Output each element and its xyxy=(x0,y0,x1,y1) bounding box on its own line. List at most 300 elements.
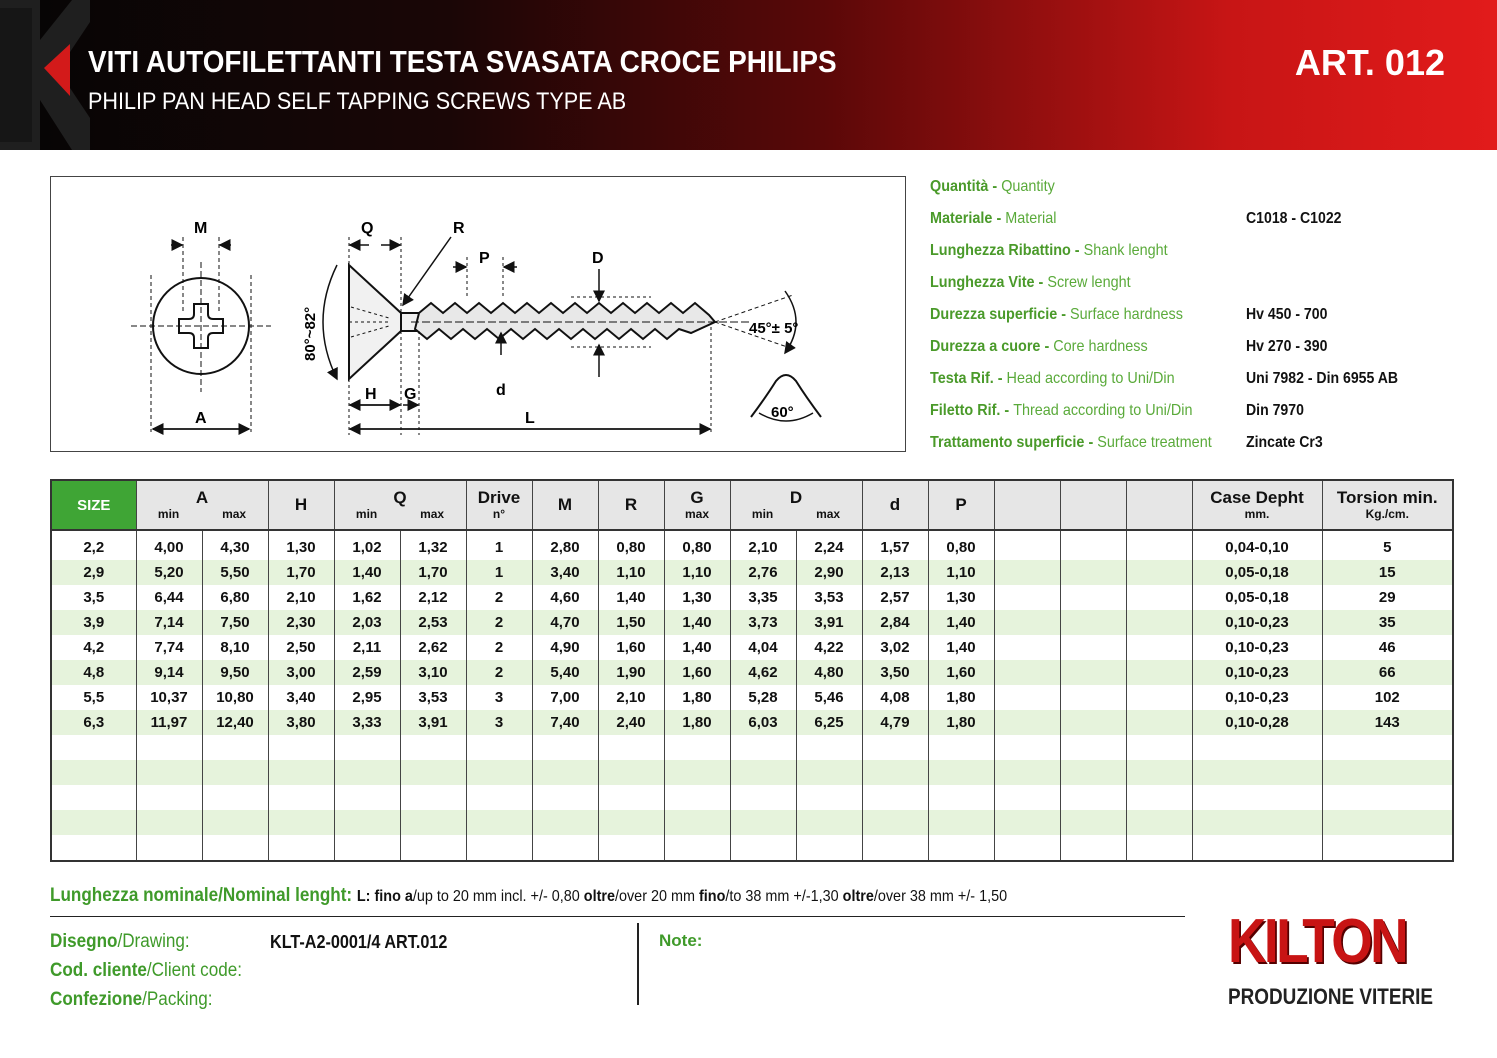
kilton-k-logo-icon xyxy=(0,0,90,150)
table-cell: 2,30 xyxy=(268,610,334,635)
table-cell xyxy=(1060,760,1126,785)
table-cell xyxy=(730,810,796,835)
col-empty-3 xyxy=(1126,480,1192,530)
col-A: A min max xyxy=(136,480,268,530)
table-cell: 2,10 xyxy=(268,585,334,610)
table-cell: 9,50 xyxy=(202,660,268,685)
table-row xyxy=(51,585,1453,610)
property-label: Quantità - Quantity xyxy=(930,178,1055,195)
table-cell: 15 xyxy=(1322,560,1453,585)
table-cell xyxy=(136,810,202,835)
table-cell xyxy=(268,785,334,810)
table-cell xyxy=(1322,760,1453,785)
table-cell xyxy=(598,785,664,810)
table-cell xyxy=(532,735,598,760)
table-cell xyxy=(1060,635,1126,660)
table-cell xyxy=(1192,810,1322,835)
col-H: H xyxy=(268,480,334,530)
divider-horizontal xyxy=(50,916,1185,917)
table-cell xyxy=(1126,660,1192,685)
table-row xyxy=(51,810,1453,835)
table-cell: 102 xyxy=(1322,685,1453,710)
table-cell xyxy=(994,810,1060,835)
table-cell xyxy=(598,735,664,760)
table-cell xyxy=(928,835,994,861)
table-cell xyxy=(1192,760,1322,785)
property-row xyxy=(930,402,1470,434)
property-label: Durezza a cuore - Core hardness xyxy=(930,338,1148,355)
page-subtitle: PHILIP PAN HEAD SELF TAPPING SCREWS TYPE AB xyxy=(88,88,627,115)
table-cell xyxy=(664,785,730,810)
table-row xyxy=(51,760,1453,785)
col-torsion: Torsion min. Kg./cm. xyxy=(1322,480,1453,530)
table-row xyxy=(51,560,1453,585)
table-cell: 10,37 xyxy=(136,685,202,710)
table-cell xyxy=(730,735,796,760)
table-cell xyxy=(994,635,1060,660)
label-R: R xyxy=(453,220,465,237)
table-cell: 2,50 xyxy=(268,635,334,660)
table-cell xyxy=(1060,560,1126,585)
table-cell xyxy=(598,835,664,861)
table-cell: 4,79 xyxy=(862,710,928,735)
table-cell: 4,60 xyxy=(532,585,598,610)
table-cell: 0,10-0,28 xyxy=(1192,710,1322,735)
table-cell xyxy=(994,585,1060,610)
label-d: d xyxy=(496,382,506,399)
table-cell: 4,2 xyxy=(51,635,136,660)
table-cell xyxy=(1126,810,1192,835)
table-cell xyxy=(1060,710,1126,735)
table-cell xyxy=(400,835,466,861)
table-cell: 12,40 xyxy=(202,710,268,735)
screw-side-view xyxy=(302,220,821,435)
col-drive: Drive n° xyxy=(466,480,532,530)
table-cell xyxy=(136,735,202,760)
table-cell: 1,70 xyxy=(400,560,466,585)
table-cell: 6,3 xyxy=(51,710,136,735)
table-cell: 0,10-0,23 xyxy=(1192,660,1322,685)
table-cell xyxy=(400,760,466,785)
table-cell: 1,80 xyxy=(664,685,730,710)
technical-drawing xyxy=(50,176,906,452)
table-cell xyxy=(862,760,928,785)
table-cell xyxy=(994,735,1060,760)
table-cell xyxy=(532,760,598,785)
table-cell xyxy=(928,810,994,835)
property-row xyxy=(930,178,1470,210)
table-cell: 1,10 xyxy=(928,560,994,585)
table-cell: 1,30 xyxy=(268,530,334,560)
table-cell: 2,59 xyxy=(334,660,400,685)
property-row xyxy=(930,274,1470,306)
table-cell: 1,10 xyxy=(598,560,664,585)
property-label: Trattamento superficie - Surface treatment xyxy=(930,434,1212,451)
table-cell: 3,10 xyxy=(400,660,466,685)
table-cell xyxy=(1060,785,1126,810)
table-cell: 3,9 xyxy=(51,610,136,635)
table-cell xyxy=(796,735,862,760)
table-cell xyxy=(664,835,730,861)
table-row xyxy=(51,530,1453,560)
table-cell xyxy=(994,835,1060,861)
table-cell: 2,10 xyxy=(598,685,664,710)
table-cell xyxy=(1126,685,1192,710)
table-cell xyxy=(796,835,862,861)
brand-name: KILTON xyxy=(1228,907,1407,976)
table-cell: 1 xyxy=(466,530,532,560)
table-cell xyxy=(136,835,202,861)
table-cell xyxy=(268,760,334,785)
table-cell: 1,40 xyxy=(928,610,994,635)
col-empty-1 xyxy=(994,480,1060,530)
table-cell xyxy=(994,710,1060,735)
table-cell xyxy=(1322,835,1453,861)
table-cell xyxy=(598,810,664,835)
table-cell: 3,02 xyxy=(862,635,928,660)
table-cell: 4,04 xyxy=(730,635,796,660)
drawing-label: Disegno/Drawing: xyxy=(50,931,190,952)
table-cell xyxy=(862,835,928,861)
table-cell xyxy=(1060,810,1126,835)
table-cell: 1,60 xyxy=(598,635,664,660)
label-angle-thread: 60° xyxy=(771,404,794,421)
table-cell: 1,10 xyxy=(664,560,730,585)
table-cell: 2,13 xyxy=(862,560,928,585)
property-row xyxy=(930,242,1470,274)
table-cell: 0,05-0,18 xyxy=(1192,560,1322,585)
table-cell xyxy=(1126,610,1192,635)
table-cell: 3,5 xyxy=(51,585,136,610)
table-cell xyxy=(1322,785,1453,810)
col-d: d xyxy=(862,480,928,530)
table-cell: 2 xyxy=(466,635,532,660)
table-cell: 3,33 xyxy=(334,710,400,735)
table-cell: 1,62 xyxy=(334,585,400,610)
property-row xyxy=(930,210,1470,242)
table-cell xyxy=(400,735,466,760)
table-cell: 2,40 xyxy=(598,710,664,735)
table-cell xyxy=(796,760,862,785)
table-cell xyxy=(400,810,466,835)
table-cell: 5,20 xyxy=(136,560,202,585)
col-size: SIZE xyxy=(51,480,136,530)
article-number: ART. 012 xyxy=(1294,42,1445,83)
table-cell xyxy=(994,610,1060,635)
table-cell xyxy=(466,835,532,861)
table-cell: 29 xyxy=(1322,585,1453,610)
table-cell: 3,91 xyxy=(400,710,466,735)
table-cell: 3,80 xyxy=(268,710,334,735)
col-case-depth: Case Depht mm. xyxy=(1192,480,1322,530)
col-P: P xyxy=(928,480,994,530)
table-cell: 3,40 xyxy=(532,560,598,585)
table-cell: 1,80 xyxy=(928,685,994,710)
table-cell: 1,60 xyxy=(928,660,994,685)
note-label: Note: xyxy=(659,931,703,950)
table-cell xyxy=(1126,585,1192,610)
table-cell: 2,84 xyxy=(862,610,928,635)
table-cell xyxy=(664,735,730,760)
table-cell xyxy=(334,835,400,861)
kilton-brand-logo xyxy=(1228,906,1448,1012)
table-cell: 2,2 xyxy=(51,530,136,560)
property-value: C1018 - C1022 xyxy=(1246,210,1342,227)
table-cell: 0,80 xyxy=(598,530,664,560)
table-cell: 2,10 xyxy=(730,530,796,560)
table-cell: 2,53 xyxy=(400,610,466,635)
property-label: Testa Rif. - Head according to Uni/Din xyxy=(930,370,1175,387)
property-label: Lunghezza Vite - Screw lenght xyxy=(930,274,1131,291)
nominal-length-note: Lunghezza nominale/Nominal lenght: L: fino a/up to 20 mm incl. +/- 0,80 oltre/over 20 mm fino/to 38 mm +/-1,30 oltre/over 38 mm +/- 1,50 xyxy=(50,885,1008,906)
table-cell: 1,30 xyxy=(664,585,730,610)
table-cell: 6,44 xyxy=(136,585,202,610)
table-cell xyxy=(1126,835,1192,861)
table-cell: 1,40 xyxy=(334,560,400,585)
table-cell: 7,40 xyxy=(532,710,598,735)
table-cell: 2,03 xyxy=(334,610,400,635)
table-cell: 3,50 xyxy=(862,660,928,685)
table-cell xyxy=(1322,810,1453,835)
property-value: Hv 450 - 700 xyxy=(1246,306,1328,323)
table-cell: 3,91 xyxy=(796,610,862,635)
table-cell: 3,53 xyxy=(796,585,862,610)
table-cell xyxy=(334,760,400,785)
table-cell: 1,57 xyxy=(862,530,928,560)
table-cell xyxy=(334,785,400,810)
table-cell: 5,46 xyxy=(796,685,862,710)
table-cell xyxy=(994,760,1060,785)
table-cell: 5,5 xyxy=(51,685,136,710)
table-cell xyxy=(1126,560,1192,585)
table-cell xyxy=(51,785,136,810)
table-cell: 1,32 xyxy=(400,530,466,560)
table-cell: 1,50 xyxy=(598,610,664,635)
table-cell: 2,11 xyxy=(334,635,400,660)
label-angle-head: 80°~82° xyxy=(302,306,319,361)
table-cell: 6,80 xyxy=(202,585,268,610)
table-cell: 1,60 xyxy=(664,660,730,685)
table-cell xyxy=(994,660,1060,685)
table-row xyxy=(51,710,1453,735)
table-cell xyxy=(994,560,1060,585)
table-cell: 4,00 xyxy=(136,530,202,560)
table-cell xyxy=(202,735,268,760)
table-cell: 0,10-0,23 xyxy=(1192,635,1322,660)
col-M: M xyxy=(532,480,598,530)
table-cell xyxy=(1060,660,1126,685)
table-cell: 3,40 xyxy=(268,685,334,710)
table-cell xyxy=(51,760,136,785)
table-cell xyxy=(51,835,136,861)
table-cell xyxy=(994,530,1060,560)
label-D: D xyxy=(592,250,604,267)
table-cell: 46 xyxy=(1322,635,1453,660)
table-row xyxy=(51,660,1453,685)
table-cell xyxy=(268,735,334,760)
table-cell xyxy=(532,810,598,835)
table-cell xyxy=(1060,610,1126,635)
table-cell xyxy=(1060,735,1126,760)
property-label: Materiale - Material xyxy=(930,210,1057,227)
table-cell: 3,35 xyxy=(730,585,796,610)
table-cell: 1,70 xyxy=(268,560,334,585)
table-cell: 7,50 xyxy=(202,610,268,635)
page-title: VITI AUTOFILETTANTI TESTA SVASATA CROCE PHILIPS xyxy=(88,44,837,79)
table-cell: 6,03 xyxy=(730,710,796,735)
table-cell xyxy=(730,760,796,785)
table-cell: 2,90 xyxy=(796,560,862,585)
table-cell: 3,73 xyxy=(730,610,796,635)
table-cell: 1,40 xyxy=(598,585,664,610)
table-cell xyxy=(1060,685,1126,710)
label-A: A xyxy=(195,410,207,427)
table-cell: 1,80 xyxy=(664,710,730,735)
table-cell: 66 xyxy=(1322,660,1453,685)
table-cell xyxy=(1126,530,1192,560)
table-cell xyxy=(1126,785,1192,810)
table-cell: 3,53 xyxy=(400,685,466,710)
property-row xyxy=(930,338,1470,370)
property-row xyxy=(930,370,1470,402)
table-cell xyxy=(466,810,532,835)
table-cell: 1,30 xyxy=(928,585,994,610)
table-cell xyxy=(268,835,334,861)
table-row xyxy=(51,685,1453,710)
screw-head-top-view xyxy=(131,220,271,432)
table-cell: 2,9 xyxy=(51,560,136,585)
table-cell: 9,14 xyxy=(136,660,202,685)
table-cell xyxy=(202,810,268,835)
table-cell: 2,80 xyxy=(532,530,598,560)
table-cell xyxy=(598,760,664,785)
table-cell xyxy=(1126,735,1192,760)
table-cell xyxy=(532,785,598,810)
table-cell: 4,22 xyxy=(796,635,862,660)
table-cell: 2,57 xyxy=(862,585,928,610)
table-cell: 4,8 xyxy=(51,660,136,685)
col-Q: Q min max xyxy=(334,480,466,530)
table-cell: 0,10-0,23 xyxy=(1192,610,1322,635)
table-cell: 1,40 xyxy=(664,610,730,635)
table-cell xyxy=(928,735,994,760)
table-cell xyxy=(928,785,994,810)
table-cell: 2,95 xyxy=(334,685,400,710)
table-cell: 4,90 xyxy=(532,635,598,660)
label-M: M xyxy=(194,220,208,237)
table-cell: 7,00 xyxy=(532,685,598,710)
table-cell: 3,00 xyxy=(268,660,334,685)
col-G: G max xyxy=(664,480,730,530)
table-cell xyxy=(730,835,796,861)
table-cell xyxy=(202,835,268,861)
table-row xyxy=(51,610,1453,635)
table-cell xyxy=(334,810,400,835)
property-row xyxy=(930,434,1470,466)
brand-tagline: PRODUZIONE VITERIE xyxy=(1228,984,1433,1009)
table-cell: 2 xyxy=(466,610,532,635)
table-cell xyxy=(796,785,862,810)
table-cell xyxy=(1192,735,1322,760)
table-cell xyxy=(136,760,202,785)
divider-vertical xyxy=(637,923,639,1005)
table-cell xyxy=(1126,760,1192,785)
col-D: D min max xyxy=(730,480,862,530)
col-empty-2 xyxy=(1060,480,1126,530)
table-cell: 35 xyxy=(1322,610,1453,635)
table-cell: 1 xyxy=(466,560,532,585)
property-label: Filetto Rif. - Thread according to Uni/Din xyxy=(930,402,1193,419)
property-label: Durezza superficie - Surface hardness xyxy=(930,306,1183,323)
table-cell: 7,14 xyxy=(136,610,202,635)
property-value: Hv 270 - 390 xyxy=(1246,338,1328,355)
table-cell xyxy=(466,785,532,810)
table-cell: 0,05-0,18 xyxy=(1192,585,1322,610)
table-cell: 2 xyxy=(466,585,532,610)
table-cell: 1,80 xyxy=(928,710,994,735)
table-cell xyxy=(730,785,796,810)
header-banner xyxy=(0,0,1497,150)
table-cell xyxy=(1192,835,1322,861)
table-cell xyxy=(268,810,334,835)
table-cell xyxy=(664,760,730,785)
table-cell: 4,70 xyxy=(532,610,598,635)
table-cell: 2,62 xyxy=(400,635,466,660)
table-cell: 143 xyxy=(1322,710,1453,735)
table-cell xyxy=(664,810,730,835)
table-cell xyxy=(532,835,598,861)
table-cell xyxy=(1060,530,1126,560)
col-R: R xyxy=(598,480,664,530)
label-H: H xyxy=(365,386,377,403)
drawing-value: KLT-A2-0001/4 ART.012 xyxy=(270,932,448,952)
table-cell xyxy=(1126,710,1192,735)
table-row xyxy=(51,635,1453,660)
property-label: Lunghezza Ribattino - Shank lenght xyxy=(930,242,1168,259)
table-cell xyxy=(994,685,1060,710)
table-cell: 4,30 xyxy=(202,530,268,560)
table-cell: 1,40 xyxy=(928,635,994,660)
table-cell xyxy=(202,785,268,810)
table-cell: 0,80 xyxy=(928,530,994,560)
table-cell: 2 xyxy=(466,660,532,685)
table-row xyxy=(51,735,1453,760)
table-cell: 0,10-0,23 xyxy=(1192,685,1322,710)
table-cell: 5,50 xyxy=(202,560,268,585)
table-cell: 1,90 xyxy=(598,660,664,685)
table-cell: 1,40 xyxy=(664,635,730,660)
table-cell xyxy=(51,810,136,835)
table-cell xyxy=(136,785,202,810)
table-cell: 4,80 xyxy=(796,660,862,685)
label-P: P xyxy=(479,250,490,267)
table-cell xyxy=(51,735,136,760)
property-row xyxy=(930,306,1470,338)
label-angle-tip: 45°± 5° xyxy=(749,320,799,337)
table-row xyxy=(51,785,1453,810)
dimensions-table xyxy=(50,479,1454,862)
table-cell xyxy=(202,760,268,785)
table-cell: 0,80 xyxy=(664,530,730,560)
table-cell: 5 xyxy=(1322,530,1453,560)
table-cell xyxy=(466,760,532,785)
property-value: Uni 7982 - Din 6955 AB xyxy=(1246,370,1399,387)
table-cell: 3 xyxy=(466,710,532,735)
table-cell xyxy=(862,785,928,810)
table-cell xyxy=(862,810,928,835)
table-cell: 11,97 xyxy=(136,710,202,735)
label-L: L xyxy=(525,410,535,427)
